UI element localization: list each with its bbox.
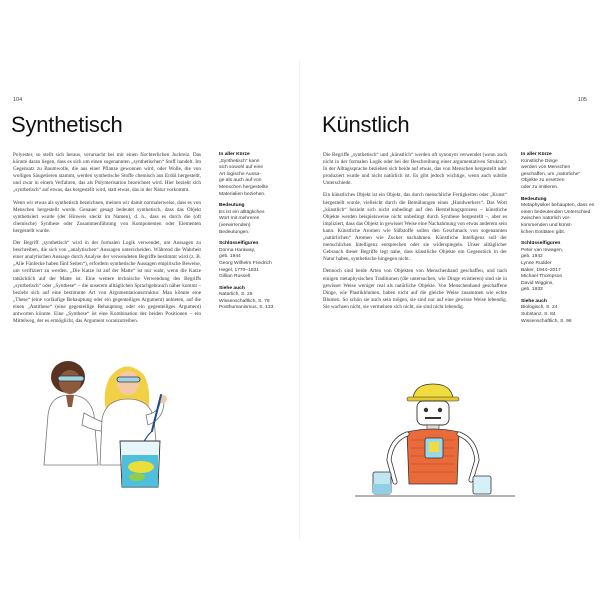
sidebar-heading: Bedeutung <box>521 196 547 202</box>
sidebar-line: David Wiggins, <box>521 280 554 286</box>
sidebar-line: Substanz, S. 84 <box>521 312 556 318</box>
sidebar-section-figuren <box>521 241 596 294</box>
sidebar-section-figuren <box>219 241 294 281</box>
sidebar-line: Peter van Inwagen, <box>521 247 564 253</box>
sidebar-line: geb. 1944 <box>219 254 241 260</box>
sidebar-line: ge als auch auf von <box>219 178 262 184</box>
paragraph: Die Begriffe „synthetisch“ und „künstlich“ werden oft synonym verwendet (wenn auch nicht in der formalen Logik oder bei der Beschreibung einer argumentativen Struktur). In der Alltagssprache beziehen sich beide auf etwas, das von Menschen hergestellt oder produziert wurde und nicht natürlich ist. Es gibt jedoch wichtige, wenn auch subtile Unterschiede. <box>323 152 507 187</box>
sidebar-line: Gillian Russell <box>219 274 250 280</box>
sidebar-line: Art logische Aussa- <box>219 171 261 177</box>
sidebar-line: Materialien beziehen. <box>219 191 266 197</box>
sidebar-heading: Siehe auch <box>219 285 245 291</box>
sidebar <box>219 152 294 317</box>
page-title: Künstlich <box>322 112 410 137</box>
sidebar-section-siehe <box>219 286 294 312</box>
sidebar-line: geb. 1942 <box>521 254 543 260</box>
sidebar-heading: Schlüsselfiguren <box>219 241 259 247</box>
sidebar-line: Wissenschaftlich, S. 96 <box>521 318 572 324</box>
sidebar-line: oder zu imitieren. <box>521 184 559 190</box>
sidebar-line: Wissenschaftlich, S. 78 <box>219 298 270 304</box>
sidebar-section-kurz <box>219 152 294 198</box>
sidebar-heading: Schlüsselfiguren <box>521 241 561 247</box>
sidebar-line: Natürlich, S. 25 <box>219 292 253 298</box>
sidebar-heading: In aller Kürze <box>521 152 552 157</box>
body-text <box>323 152 507 316</box>
sidebar-section-siehe <box>521 299 596 325</box>
sidebar-line: sich sowohl auf eine <box>219 165 264 171</box>
sidebar-line: „Synthetisch“ kann <box>219 158 260 164</box>
sidebar-line: Objekte zu ersetzen <box>521 178 565 184</box>
sidebar-line: Baker, 1944–2017 <box>521 267 561 273</box>
page-number: 104 <box>13 97 23 103</box>
sidebar-line: Bedeutungen. <box>219 229 250 235</box>
sidebar-heading: Bedeutung <box>219 203 245 209</box>
sidebar-section-bedeutung <box>521 197 596 237</box>
paragraph: Wenn wir etwas als synthetisch bezeichnen, meinen wir damit normalerweise, dass es von Menschen hergestellt wurde. Genauer gesagt bedeutet synthetisch, dass das Objekt synthetisiert wurde (der Hinweis steckt im Namen), d. h., dass es durch die (oft chemische) Synthese oder Zusammenführung von Komponenten oder Elementen hergestellt wurde. <box>13 199 201 234</box>
sidebar-line: Menschen hergestellte <box>219 184 269 190</box>
paragraph: Ein künstliches Objekt ist ein Objekt, das durch menschliche Fertigkeiten oder „Kunst“ hergestellt wurde, vielleicht durch die Bemühungen eines „Handwerkers“. Das Wort „künstlich“ bezieht sich nicht unbedingt auf den Herstellungsprozess – künstliche Objekte werden beispielsweise nicht unbedingt durch Synthese hergestellt –, aber es impliziert, dass das Objekt in gewisser Weise eine Nachahmung von etwas anderem sein kann. Künstliche Aromen wie Süßstoffe sollen den Geschmack von sogenannten „natürlichen“ Aromen wie Zucker nachahmen. Künstliche Intelligenz soll der menschlichen Intelligenz entsprechen oder sie widerspiegeln. Unser alltäglicher Gebrauch dieser Begriffe legt nahe, dass künstliche Objekte ein Gegenstück in der Natur haben, synthetische hingegen nicht. <box>323 192 507 263</box>
sidebar-section-bedeutung <box>219 203 294 236</box>
sidebar-line: Künstliche Dinge <box>521 158 558 164</box>
robot-illustration <box>355 380 515 505</box>
sidebar-line: Hegel, 1770–1831 <box>219 267 259 273</box>
sidebar-line: werden von Menschen <box>521 165 571 171</box>
sidebar-line: zwischen natürlich vor- <box>521 216 571 222</box>
sidebar-line: Posthumanismus, S. 133 <box>219 305 274 311</box>
paragraph: Polyester, so stellt sich heraus, verursacht bei mir einen fürchterlichen Juckreiz. Das könnte daran liegen, dass es sich um einen sogenannten „synthetischen“ Stoff handelt. Im Gegensatz zu Baumwolle, die aus einer Pflanze gewonnen wird, oder Wolle, die von wolligen Säugetieren stammt, werden synthetische Stoffe chemisch aus Erdöl hergestellt, und zwar in einem Verfahren, das als Polymerisation bezeichnet wird. Hier bezieht sich „synthetisch“ auf etwas, das hergestellt wird, statt etwas, das in der Natur vorkommt. <box>13 152 201 194</box>
sidebar-line: (verwirrenden) <box>219 222 251 228</box>
sidebar-line: Wort mit mehreren <box>219 216 260 222</box>
sidebar-line: Metaphysiker behaupten, dass es einen bedeutenden Unterschied <box>521 203 595 215</box>
body-text <box>13 152 201 330</box>
sidebar-line: geschaffen, um „natürliche“ <box>521 171 581 177</box>
sidebar-line: Michael Thompson <box>521 274 563 280</box>
sidebar-line: Es ist ein alltägliches <box>219 209 265 215</box>
sidebar <box>521 152 596 330</box>
sidebar-section-kurz <box>521 152 596 192</box>
sidebar-line: geb. 1933 <box>521 287 543 293</box>
sidebar-line: Lynne Rudder <box>521 260 552 266</box>
sidebar-line: kommenden und künst- <box>521 222 573 228</box>
paragraph: Dennoch sind beide Arten von Objekten von Menschenhand geschaffen, und nach einigen metaphysischen Traditionen (die untersuchen, wie Dinge existieren) sind sie in gewisser Weise weniger real als natürliche Objekte. Von Menschenhand geschaffene Dinge, wie Plastikblumen, haben nicht auf die gleiche Weise zusammen wie echte Blumen. So schön sie auch sein mögen, sie sind nur auf eine gewisse Weise lebendig. Sie wachsen nicht, sie vermehren sich nicht, sie sind nicht lebendig. <box>323 268 507 310</box>
sidebar-line: Georg Wilhelm Friedrich <box>219 260 272 266</box>
page-number: 105 <box>577 97 587 103</box>
sidebar-heading: In aller Kürze <box>219 152 250 157</box>
sidebar-line: Biologisch, S. 24 <box>521 305 558 311</box>
sidebar-line: lichen Entitäten gibt. <box>521 229 566 235</box>
sidebar-heading: Siehe auch <box>521 298 547 304</box>
page-title: Synthetisch <box>11 112 123 137</box>
scientists-illustration <box>40 355 190 495</box>
paragraph: Der Begriff „synthetisch“ wird in der formalen Logik verwendet, um Aussagen zu beschreiben, die sich von „analytischen“ Aussagen unterscheiden. Während die Wahrheit einer analytischen Aussage durch Analyse der verwendeten Begriffe bestimmt wird (z. B. „Alle Fünfecke haben fünf Seiten“), erfordern synthetische Aussagen empirische Beweise, um verifiziert zu werden. „Die Katze ist auf der Matte“ ist nur wahr, wenn die Katze tatsächlich auf der Matte ist. Eine weitere technische Verwendung des Begriffs „synthetisch“ oder „Synthese“ – die unserem alltäglichen Sprachgebrauch näher kommt – bezieht sich auf eine bestimmte Art von Argumentationsstruktur. Man könnte eine „These“ (eine vorläufige Behauptung oder ein gegenteiliges Argument) anbieten, auf die einen „Antithese“ (eine gegenteilige Behauptung oder ein gegenteiliges Argument) antworten könnte. Eine „Synthese“ ist eine Kombination der beiden Positionen – ein Mittelweg, der es ermöglicht, das Argument voranzutreiben. <box>13 240 201 325</box>
right-page <box>300 0 600 600</box>
sidebar-line: Donna Haraway, <box>219 247 256 253</box>
